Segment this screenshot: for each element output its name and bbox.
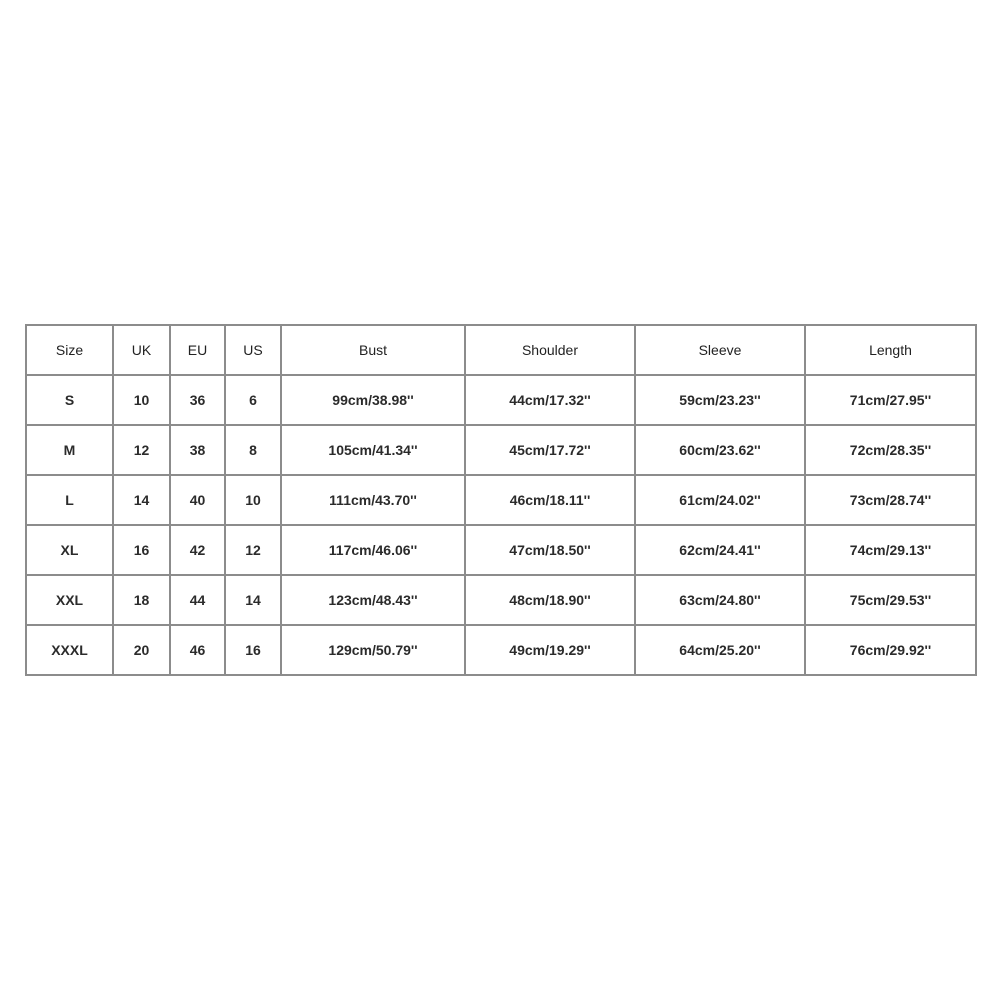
cell-shoulder: 49cm/19.29'' — [465, 625, 635, 675]
cell-length: 76cm/29.92'' — [805, 625, 976, 675]
cell-length: 74cm/29.13'' — [805, 525, 976, 575]
cell-us: 10 — [225, 475, 281, 525]
cell-shoulder: 45cm/17.72'' — [465, 425, 635, 475]
header-length: Length — [805, 325, 976, 375]
cell-bust: 105cm/41.34'' — [281, 425, 465, 475]
cell-size: XL — [26, 525, 113, 575]
cell-uk: 16 — [113, 525, 170, 575]
header-shoulder: Shoulder — [465, 325, 635, 375]
cell-sleeve: 62cm/24.41'' — [635, 525, 805, 575]
cell-uk: 20 — [113, 625, 170, 675]
cell-size: M — [26, 425, 113, 475]
cell-size: L — [26, 475, 113, 525]
cell-sleeve: 59cm/23.23'' — [635, 375, 805, 425]
cell-sleeve: 64cm/25.20'' — [635, 625, 805, 675]
cell-bust: 111cm/43.70'' — [281, 475, 465, 525]
table-row — [26, 475, 976, 525]
cell-length: 71cm/27.95'' — [805, 375, 976, 425]
cell-bust: 99cm/38.98'' — [281, 375, 465, 425]
cell-length: 75cm/29.53'' — [805, 575, 976, 625]
cell-bust: 117cm/46.06'' — [281, 525, 465, 575]
cell-sleeve: 60cm/23.62'' — [635, 425, 805, 475]
cell-uk: 12 — [113, 425, 170, 475]
cell-shoulder: 48cm/18.90'' — [465, 575, 635, 625]
cell-eu: 42 — [170, 525, 225, 575]
header-bust: Bust — [281, 325, 465, 375]
table-row — [26, 525, 976, 575]
cell-us: 16 — [225, 625, 281, 675]
table-row — [26, 575, 976, 625]
cell-eu: 44 — [170, 575, 225, 625]
cell-shoulder: 47cm/18.50'' — [465, 525, 635, 575]
cell-us: 6 — [225, 375, 281, 425]
table-row — [26, 425, 976, 475]
cell-length: 73cm/28.74'' — [805, 475, 976, 525]
header-eu: EU — [170, 325, 225, 375]
cell-eu: 38 — [170, 425, 225, 475]
cell-us: 14 — [225, 575, 281, 625]
cell-shoulder: 46cm/18.11'' — [465, 475, 635, 525]
cell-sleeve: 63cm/24.80'' — [635, 575, 805, 625]
cell-size: XXXL — [26, 625, 113, 675]
header-us: US — [225, 325, 281, 375]
header-sleeve: Sleeve — [635, 325, 805, 375]
cell-bust: 129cm/50.79'' — [281, 625, 465, 675]
header-size: Size — [26, 325, 113, 375]
size-chart-table — [25, 324, 977, 676]
cell-length: 72cm/28.35'' — [805, 425, 976, 475]
header-row — [26, 325, 976, 375]
cell-size: XXL — [26, 575, 113, 625]
cell-uk: 14 — [113, 475, 170, 525]
table-row — [26, 625, 976, 675]
cell-eu: 36 — [170, 375, 225, 425]
cell-bust: 123cm/48.43'' — [281, 575, 465, 625]
cell-us: 8 — [225, 425, 281, 475]
table-row — [26, 375, 976, 425]
header-uk: UK — [113, 325, 170, 375]
cell-shoulder: 44cm/17.32'' — [465, 375, 635, 425]
cell-size: S — [26, 375, 113, 425]
cell-us: 12 — [225, 525, 281, 575]
cell-sleeve: 61cm/24.02'' — [635, 475, 805, 525]
cell-uk: 18 — [113, 575, 170, 625]
cell-uk: 10 — [113, 375, 170, 425]
cell-eu: 46 — [170, 625, 225, 675]
cell-eu: 40 — [170, 475, 225, 525]
